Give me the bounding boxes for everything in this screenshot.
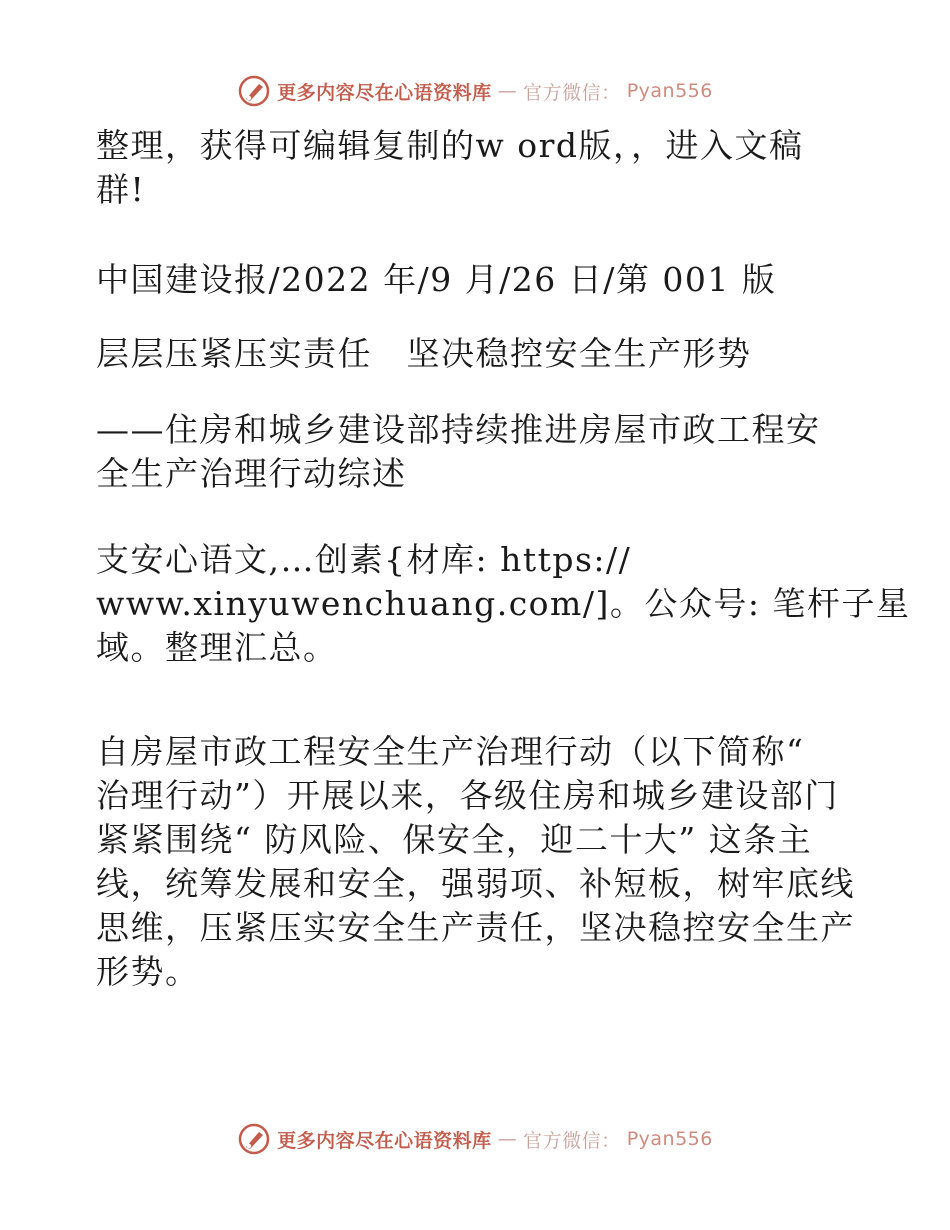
watermark-brand-text: 更多内容尽在心语资料库 <box>277 81 492 104</box>
subtitle-line: ——住房和城乡建设部持续推进房屋市政工程安 <box>96 410 821 449</box>
body-paragraph <box>96 730 856 994</box>
attribution-paragraph <box>96 538 911 670</box>
source-line <box>96 258 856 302</box>
pen-circle-logo-icon <box>237 74 271 108</box>
pen-circle-logo-icon <box>237 1122 271 1156</box>
intro-line: 整理，获得可编辑复制的w ord版，，进入文稿 <box>96 126 804 165</box>
title-text: 层层压紧压实责任 坚决稳控安全生产形势 <box>96 334 752 373</box>
watermark-header <box>0 74 950 108</box>
body-line: 形势。 <box>96 952 200 991</box>
source-text: 中国建设报/2022 年/9 月/26 日/第 001 版 <box>96 260 777 299</box>
subtitle-line: 全生产治理行动综述 <box>96 454 407 493</box>
article-subtitle <box>96 408 856 496</box>
watermark-wechat-id: Pyan556 <box>626 1128 713 1150</box>
watermark-separator: — <box>497 1128 518 1150</box>
watermark-separator: — <box>497 80 518 102</box>
attribution-line: 支安心语文,…创素{材库: https:// <box>96 540 632 579</box>
intro-paragraph <box>96 124 856 212</box>
watermark-wechat-label: 官方微信： <box>523 1129 621 1152</box>
article-title <box>96 332 856 376</box>
body-line: 紧紧围绕“ 防风险、保安全，迎二十大” 这条主 <box>96 820 813 859</box>
watermark-wechat-label: 官方微信： <box>523 81 621 104</box>
body-line: 治理行动”）开展以来，各级住房和城乡建设部门 <box>96 776 839 815</box>
watermark-wechat-id: Pyan556 <box>626 80 713 102</box>
body-line: 思维，压紧压实安全生产责任，坚决稳控安全生产 <box>96 908 855 947</box>
body-line: 线，统筹发展和安全，强弱项、补短板，树牢底线 <box>96 864 855 903</box>
watermark-footer <box>0 1122 950 1156</box>
body-line: 自房屋市政工程安全生产治理行动（以下简称“ <box>96 732 805 771</box>
attribution-line: www.xinyuwenchuang.com/]。公众号: 笔杆子星 <box>96 584 911 623</box>
intro-line: 群! <box>96 170 146 209</box>
attribution-line: 域。整理汇总。 <box>96 628 338 667</box>
watermark-brand-text: 更多内容尽在心语资料库 <box>277 1129 492 1152</box>
